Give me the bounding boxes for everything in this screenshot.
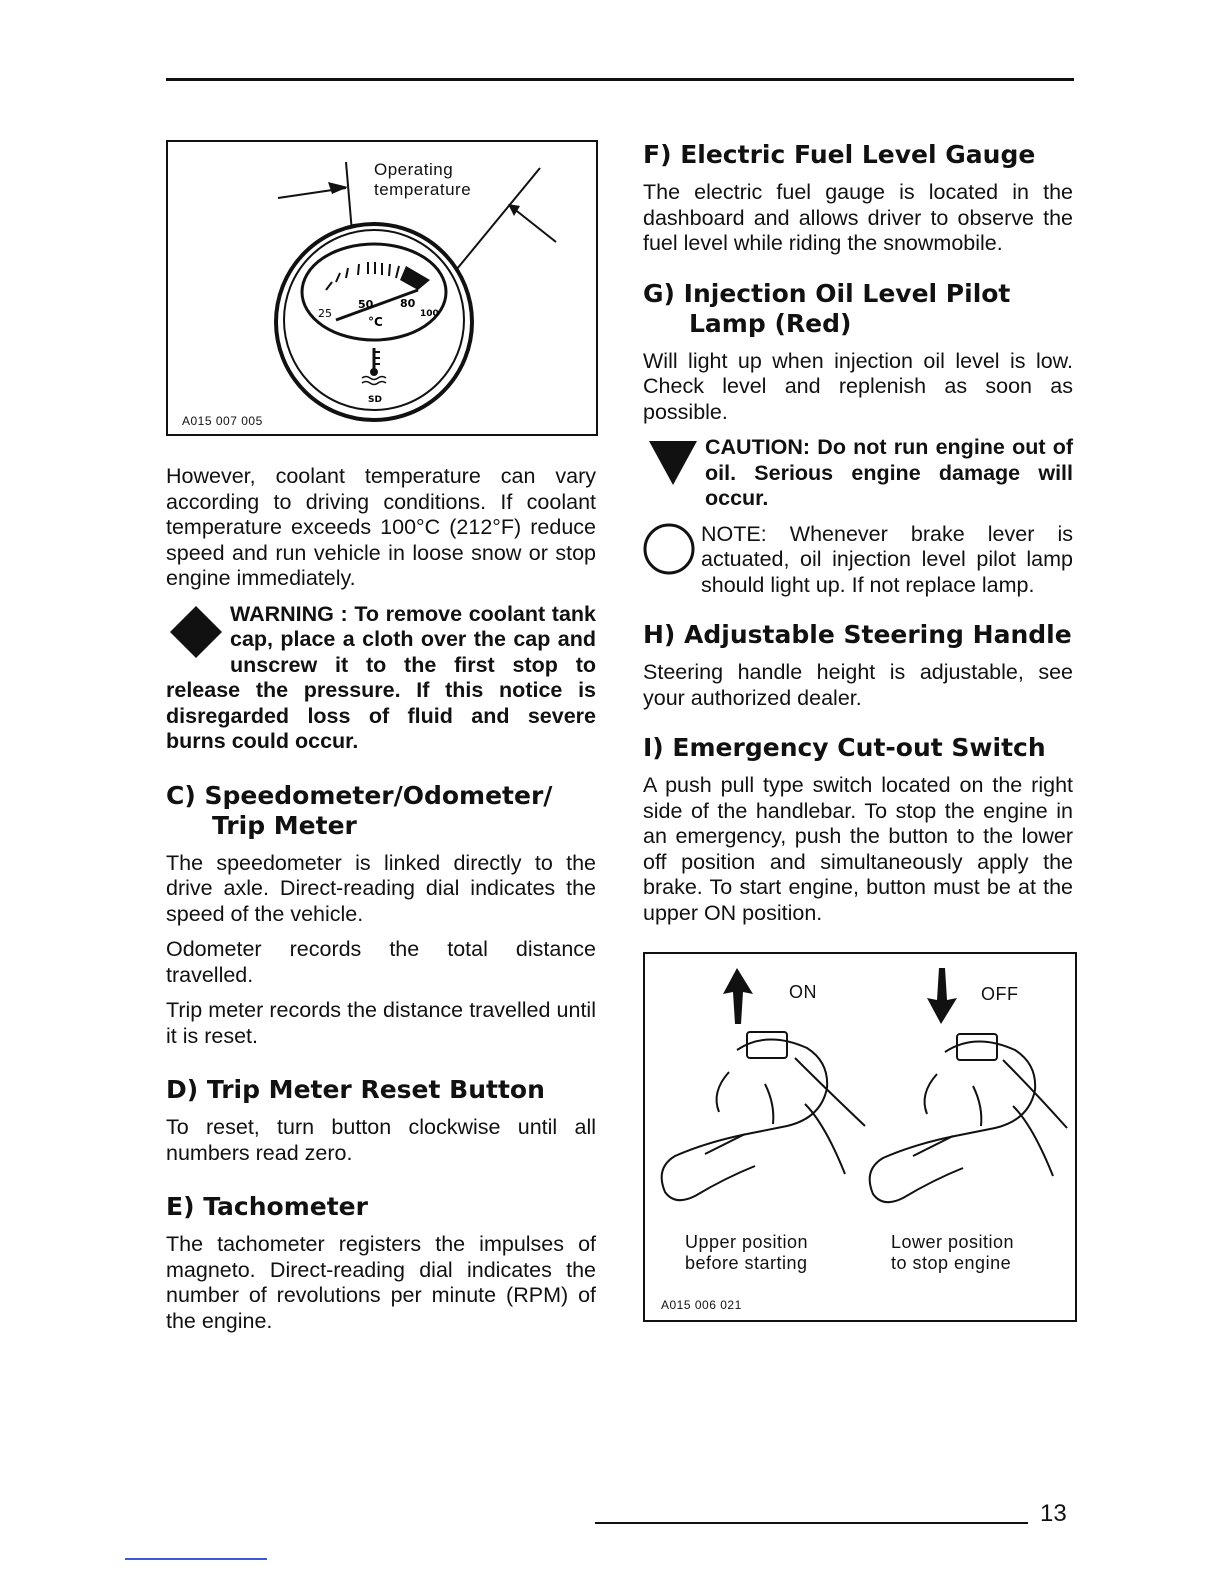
fuel-gauge-paragraph: The electric fuel gauge is located in the dashboard and allows driver to observe the fuel level while riding the snowmobile. [643,180,1073,255]
label-on: ON [789,982,817,1002]
dial-unit: °C [368,315,383,329]
heading-trip-reset: D) Trip Meter Reset Button [166,1075,545,1104]
heading-oil-lamp: G) Injection Oil Level Pilot Lamp (Red) [643,278,1011,338]
right-column [643,140,1073,1322]
temperature-gauge-drawing [168,142,598,436]
corner-rule [125,1558,267,1560]
dial-tick-50: 50 [358,298,374,311]
label-off: OFF [981,984,1019,1004]
caution-text: CAUTION: Do not run engine out of oil. Serious engine damage will occur. [705,435,1073,510]
heading-cutout-switch: I) Emergency Cut-out Switch [643,733,1046,762]
figure-code: A015 006 021 [661,1298,742,1312]
tachometer-paragraph: The tachometer registers the impulses of magneto. Direct-reading dial indicates the number of revolutions per minute (RPM) of the engine. [166,1232,596,1333]
note-text: NOTE: Whenever brake lever is actuated, oil injection level pilot lamp should light up. If not replace lamp. [701,521,1073,597]
left-column [166,140,596,1344]
top-rule [166,78,1074,81]
bottom-rule [595,1522,1028,1524]
note-circle-icon [639,522,701,576]
heading-steering: H) Adjustable Steering Handle [643,620,1072,649]
coolant-paragraph: However, coolant temperature can vary according to driving conditions. If coolant temperature exceeds 100°C (212°F) reduce speed and run vehicle in loose snow or stop engine immediately. [166,464,596,590]
caution-triangle-icon [643,437,703,487]
dial-tick-100: 100 [420,309,439,319]
heading-fuel-gauge: F) Electric Fuel Level Gauge [643,140,1036,169]
odometer-paragraph: Odometer records the total distance travelled. [166,937,596,987]
temperature-gauge-figure [166,140,598,436]
speedometer-paragraph: The speedometer is linked directly to the drive axle. Direct-reading dial indicates the speed of the vehicle. [166,850,596,926]
cutout-switch-figure [643,952,1077,1322]
caution-block [643,435,1073,512]
warning-diamond-icon [166,604,226,660]
heading-speedometer: C) Speedometer/Odometer/ Trip Meter [166,780,553,840]
oil-lamp-paragraph: Will light up when injection oil level is low. Check level and replenish as soon as possible. [643,348,1073,424]
dial-tick-80: 80 [400,297,416,310]
heading-tachometer: E) Tachometer [166,1192,368,1221]
dial-tick-25: 25 [318,307,332,320]
dial-brand: SD [368,395,382,405]
note-block [643,522,1073,599]
trip-reset-paragraph: To reset, turn button clockwise until all numbers read zero. [166,1115,596,1165]
warning-text: WARNING : To remove coolant tank cap, place a cloth over the cap and unscrew it to the first stop to release the pressure. If this notice is disregarded loss of fluid and severe burns could occur. [166,601,596,753]
steering-paragraph: Steering handle height is adjustable, see your authorized dealer. [643,660,1073,710]
trip-meter-paragraph: Trip meter records the distance travelled until it is reset. [166,998,596,1048]
caption-lower-position: Lower position to stop engine [891,1232,1015,1273]
callout-operating-temperature: Operating temperature [374,160,472,199]
caption-upper-position: Upper position before starting [685,1232,809,1273]
page-number: 13 [1040,1500,1067,1527]
warning-block [166,602,596,755]
figure-code: A015 007 005 [182,414,263,428]
cutout-switch-paragraph: A push pull type switch located on the right side of the handlebar. To stop the engine in an emergency, push the button to the lower off position and simultaneously apply the brake. To start engine, button must be at the upper ON position. [643,773,1073,925]
